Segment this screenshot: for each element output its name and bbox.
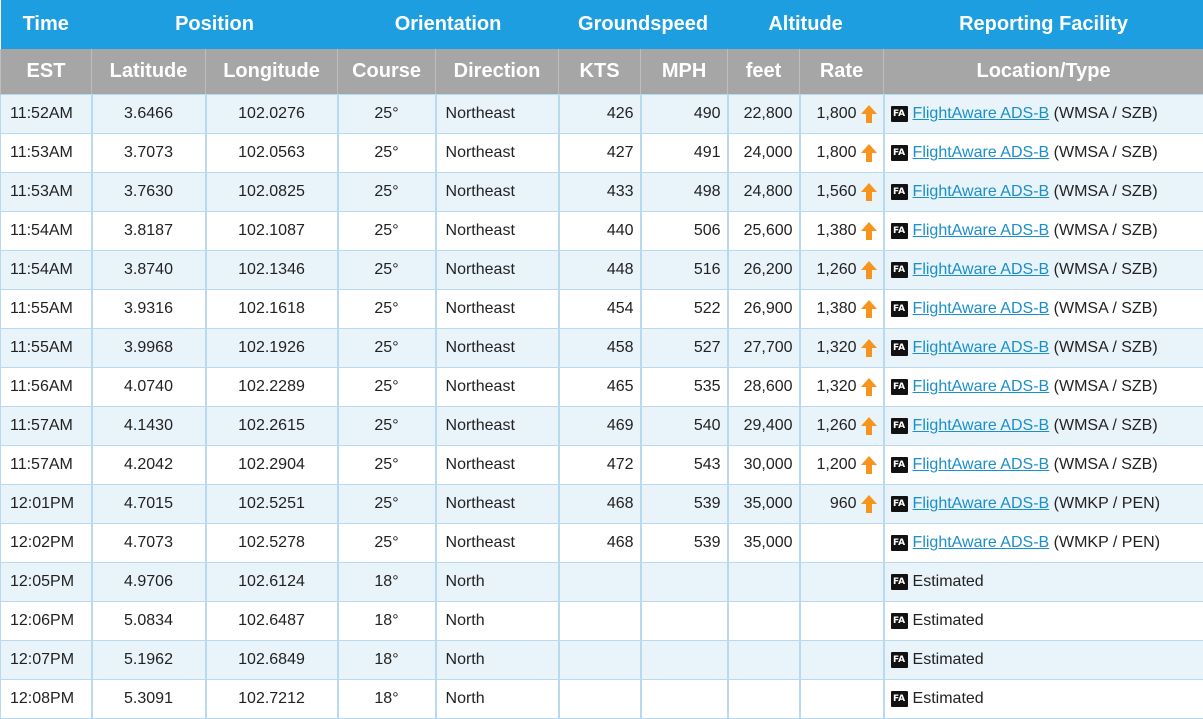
group-reporting-facility: Reporting Facility <box>884 0 1203 49</box>
mph-cell: 522 <box>641 290 728 329</box>
time-cell: 11:53AM <box>1 134 92 173</box>
facility-code: (WMSA / SZB) <box>1049 300 1157 317</box>
course-cell: 25° <box>338 134 436 173</box>
direction-cell: North <box>436 641 559 680</box>
climb-rate-cell <box>800 368 884 407</box>
altitude-feet-cell: 22,800 <box>728 95 800 134</box>
reporting-facility-cell <box>884 329 1203 368</box>
col-direction: Direction <box>436 49 559 95</box>
longitude-cell: 102.1087 <box>206 212 338 251</box>
altitude-feet-cell <box>728 563 800 602</box>
time-cell: 11:55AM <box>1 290 92 329</box>
table-row <box>1 407 1203 446</box>
group-time: Time <box>1 0 92 49</box>
time-cell: 11:54AM <box>1 251 92 290</box>
kts-cell: 465 <box>559 368 641 407</box>
flightaware-logo-icon: FA <box>891 574 908 590</box>
table-row <box>1 446 1203 485</box>
climb-rate-cell <box>800 563 884 602</box>
direction-cell: Northeast <box>436 329 559 368</box>
climb-rate-value: 1,800 <box>817 144 857 162</box>
mph-cell <box>641 641 728 680</box>
longitude-cell: 102.0825 <box>206 173 338 212</box>
mph-cell: 527 <box>641 329 728 368</box>
flightaware-logo-icon: FA <box>891 184 908 200</box>
time-cell: 12:06PM <box>1 602 92 641</box>
reporting-facility-cell <box>884 485 1203 524</box>
longitude-cell: 102.7212 <box>206 680 338 719</box>
climb-rate-cell <box>800 95 884 134</box>
arrow-up-icon <box>859 455 879 475</box>
direction-cell: Northeast <box>436 524 559 563</box>
kts-cell: 427 <box>559 134 641 173</box>
kts-cell: 468 <box>559 485 641 524</box>
column-header-row <box>1 49 1203 95</box>
climb-rate-cell <box>800 641 884 680</box>
flightaware-logo-icon: FA <box>891 691 908 707</box>
climb-rate-cell <box>800 173 884 212</box>
altitude-feet-cell: 35,000 <box>728 485 800 524</box>
latitude-cell: 3.7073 <box>92 134 206 173</box>
time-cell: 12:02PM <box>1 524 92 563</box>
longitude-cell: 102.6124 <box>206 563 338 602</box>
source-link[interactable]: FlightAware ADS-B <box>913 534 1050 551</box>
facility-code: Estimated <box>913 612 984 629</box>
longitude-cell: 102.1926 <box>206 329 338 368</box>
altitude-feet-cell: 24,000 <box>728 134 800 173</box>
climb-rate-value: 1,320 <box>817 378 857 396</box>
climb-rate-value: 1,380 <box>817 300 857 318</box>
table-row <box>1 95 1203 134</box>
kts-cell: 454 <box>559 290 641 329</box>
table-row <box>1 485 1203 524</box>
altitude-feet-cell: 29,400 <box>728 407 800 446</box>
table-body <box>1 95 1203 719</box>
altitude-feet-cell: 26,200 <box>728 251 800 290</box>
facility-code: (WMSA / SZB) <box>1049 261 1157 278</box>
longitude-cell: 102.6849 <box>206 641 338 680</box>
time-cell: 11:53AM <box>1 173 92 212</box>
flightaware-logo-icon: FA <box>891 301 908 317</box>
latitude-cell: 5.3091 <box>92 680 206 719</box>
climb-rate-value: 1,380 <box>817 222 857 240</box>
arrow-up-icon <box>859 104 879 124</box>
direction-cell: North <box>436 602 559 641</box>
altitude-feet-cell: 35,000 <box>728 524 800 563</box>
course-cell: 25° <box>338 95 436 134</box>
group-orientation: Orientation <box>338 0 559 49</box>
time-cell: 12:08PM <box>1 680 92 719</box>
time-cell: 11:57AM <box>1 407 92 446</box>
reporting-facility-cell <box>884 524 1203 563</box>
reporting-facility-cell <box>884 563 1203 602</box>
col-est: EST <box>1 49 92 95</box>
source-link[interactable]: FlightAware ADS-B <box>913 378 1050 395</box>
facility-code: (WMSA / SZB) <box>1049 456 1157 473</box>
col-course: Course <box>338 49 436 95</box>
reporting-facility-cell <box>884 446 1203 485</box>
course-cell: 25° <box>338 329 436 368</box>
time-cell: 11:55AM <box>1 329 92 368</box>
source-link[interactable]: FlightAware ADS-B <box>913 456 1050 473</box>
kts-cell <box>559 602 641 641</box>
reporting-facility-cell <box>884 95 1203 134</box>
climb-rate-cell <box>800 212 884 251</box>
latitude-cell: 3.8740 <box>92 251 206 290</box>
latitude-cell: 4.0740 <box>92 368 206 407</box>
mph-cell: 498 <box>641 173 728 212</box>
altitude-feet-cell: 27,700 <box>728 329 800 368</box>
source-link[interactable]: FlightAware ADS-B <box>913 183 1050 200</box>
kts-cell: 458 <box>559 329 641 368</box>
altitude-feet-cell <box>728 602 800 641</box>
flightaware-logo-icon: FA <box>891 262 908 278</box>
flightaware-logo-icon: FA <box>891 223 908 239</box>
flightaware-logo-icon: FA <box>891 340 908 356</box>
kts-cell: 472 <box>559 446 641 485</box>
arrow-up-icon <box>859 494 879 514</box>
facility-code: (WMKP / PEN) <box>1049 495 1160 512</box>
table-row <box>1 212 1203 251</box>
longitude-cell: 102.5251 <box>206 485 338 524</box>
col-feet: feet <box>728 49 800 95</box>
mph-cell: 540 <box>641 407 728 446</box>
latitude-cell: 4.9706 <box>92 563 206 602</box>
mph-cell: 535 <box>641 368 728 407</box>
source-link[interactable]: FlightAware ADS-B <box>913 105 1050 122</box>
source-link[interactable]: FlightAware ADS-B <box>913 300 1050 317</box>
facility-code: Estimated <box>913 651 984 668</box>
flightaware-logo-icon: FA <box>891 106 908 122</box>
mph-cell: 491 <box>641 134 728 173</box>
arrow-up-icon <box>859 299 879 319</box>
longitude-cell: 102.2615 <box>206 407 338 446</box>
longitude-cell: 102.5278 <box>206 524 338 563</box>
longitude-cell: 102.0276 <box>206 95 338 134</box>
direction-cell: Northeast <box>436 134 559 173</box>
facility-code: (WMKP / PEN) <box>1049 534 1160 551</box>
direction-cell: Northeast <box>436 95 559 134</box>
flightaware-logo-icon: FA <box>891 457 908 473</box>
facility-code: (WMSA / SZB) <box>1049 105 1157 122</box>
group-groundspeed: Groundspeed <box>559 0 728 49</box>
flightaware-logo-icon: FA <box>891 613 908 629</box>
table-row <box>1 134 1203 173</box>
table-row <box>1 251 1203 290</box>
altitude-feet-cell <box>728 641 800 680</box>
course-cell: 25° <box>338 251 436 290</box>
flightaware-logo-icon: FA <box>891 379 908 395</box>
climb-rate-cell <box>800 290 884 329</box>
latitude-cell: 4.7073 <box>92 524 206 563</box>
altitude-feet-cell: 30,000 <box>728 446 800 485</box>
reporting-facility-cell <box>884 368 1203 407</box>
table-row <box>1 290 1203 329</box>
course-cell: 25° <box>338 524 436 563</box>
latitude-cell: 5.1962 <box>92 641 206 680</box>
longitude-cell: 102.6487 <box>206 602 338 641</box>
table-row <box>1 641 1203 680</box>
facility-code: Estimated <box>913 573 984 590</box>
mph-cell: 506 <box>641 212 728 251</box>
kts-cell: 426 <box>559 95 641 134</box>
direction-cell: North <box>436 680 559 719</box>
source-link[interactable]: FlightAware ADS-B <box>913 417 1050 434</box>
mph-cell: 543 <box>641 446 728 485</box>
time-cell: 12:05PM <box>1 563 92 602</box>
reporting-facility-cell <box>884 602 1203 641</box>
arrow-up-icon <box>859 143 879 163</box>
kts-cell <box>559 641 641 680</box>
climb-rate-value: 1,320 <box>817 339 857 357</box>
climb-rate-value: 960 <box>830 495 857 513</box>
time-cell: 12:01PM <box>1 485 92 524</box>
time-cell: 11:57AM <box>1 446 92 485</box>
reporting-facility-cell <box>884 173 1203 212</box>
kts-cell: 448 <box>559 251 641 290</box>
col-longitude: Longitude <box>206 49 338 95</box>
time-cell: 12:07PM <box>1 641 92 680</box>
climb-rate-cell <box>800 329 884 368</box>
direction-cell: Northeast <box>436 212 559 251</box>
col-mph: MPH <box>641 49 728 95</box>
source-link[interactable]: FlightAware ADS-B <box>913 261 1050 278</box>
direction-cell: Northeast <box>436 368 559 407</box>
direction-cell: Northeast <box>436 251 559 290</box>
col-location-type: Location/Type <box>884 49 1203 95</box>
climb-rate-cell <box>800 680 884 719</box>
longitude-cell: 102.2904 <box>206 446 338 485</box>
course-cell: 25° <box>338 485 436 524</box>
group-position: Position <box>92 0 338 49</box>
altitude-feet-cell: 25,600 <box>728 212 800 251</box>
kts-cell: 433 <box>559 173 641 212</box>
latitude-cell: 4.2042 <box>92 446 206 485</box>
facility-code: (WMSA / SZB) <box>1049 144 1157 161</box>
altitude-feet-cell: 26,900 <box>728 290 800 329</box>
longitude-cell: 102.0563 <box>206 134 338 173</box>
course-cell: 18° <box>338 641 436 680</box>
latitude-cell: 4.7015 <box>92 485 206 524</box>
table-row <box>1 602 1203 641</box>
climb-rate-value: 1,800 <box>817 105 857 123</box>
direction-cell: Northeast <box>436 485 559 524</box>
time-cell: 11:56AM <box>1 368 92 407</box>
time-cell: 11:54AM <box>1 212 92 251</box>
reporting-facility-cell <box>884 251 1203 290</box>
source-link[interactable]: FlightAware ADS-B <box>913 339 1050 356</box>
flightaware-logo-icon: FA <box>891 418 908 434</box>
mph-cell: 539 <box>641 524 728 563</box>
latitude-cell: 3.7630 <box>92 173 206 212</box>
mph-cell: 539 <box>641 485 728 524</box>
facility-code: (WMSA / SZB) <box>1049 222 1157 239</box>
facility-code: (WMSA / SZB) <box>1049 183 1157 200</box>
group-altitude: Altitude <box>728 0 884 49</box>
course-cell: 25° <box>338 212 436 251</box>
source-link[interactable]: FlightAware ADS-B <box>913 495 1050 512</box>
latitude-cell: 3.6466 <box>92 95 206 134</box>
table-row <box>1 329 1203 368</box>
mph-cell <box>641 602 728 641</box>
facility-code: Estimated <box>913 690 984 707</box>
latitude-cell: 3.9316 <box>92 290 206 329</box>
climb-rate-value: 1,200 <box>817 456 857 474</box>
climb-rate-cell <box>800 407 884 446</box>
direction-cell: North <box>436 563 559 602</box>
mph-cell <box>641 563 728 602</box>
kts-cell <box>559 680 641 719</box>
table-row <box>1 368 1203 407</box>
climb-rate-cell <box>800 602 884 641</box>
group-header-row <box>1 0 1203 49</box>
course-cell: 25° <box>338 290 436 329</box>
course-cell: 18° <box>338 563 436 602</box>
mph-cell: 490 <box>641 95 728 134</box>
facility-code: (WMSA / SZB) <box>1049 339 1157 356</box>
kts-cell <box>559 563 641 602</box>
facility-code: (WMSA / SZB) <box>1049 378 1157 395</box>
mph-cell <box>641 680 728 719</box>
arrow-up-icon <box>859 416 879 436</box>
flightaware-logo-icon: FA <box>891 652 908 668</box>
table-row <box>1 173 1203 212</box>
climb-rate-cell <box>800 251 884 290</box>
direction-cell: Northeast <box>436 290 559 329</box>
climb-rate-cell <box>800 485 884 524</box>
table-row <box>1 563 1203 602</box>
kts-cell: 468 <box>559 524 641 563</box>
col-kts: KTS <box>559 49 641 95</box>
altitude-feet-cell <box>728 680 800 719</box>
arrow-up-icon <box>859 221 879 241</box>
climb-rate-cell <box>800 134 884 173</box>
source-link[interactable]: FlightAware ADS-B <box>913 222 1050 239</box>
reporting-facility-cell <box>884 134 1203 173</box>
direction-cell: Northeast <box>436 173 559 212</box>
climb-rate-value: 1,260 <box>817 417 857 435</box>
reporting-facility-cell <box>884 212 1203 251</box>
facility-code: (WMSA / SZB) <box>1049 417 1157 434</box>
table-row <box>1 680 1203 719</box>
col-latitude: Latitude <box>92 49 206 95</box>
longitude-cell: 102.1346 <box>206 251 338 290</box>
kts-cell: 440 <box>559 212 641 251</box>
climb-rate-cell <box>800 446 884 485</box>
arrow-up-icon <box>859 338 879 358</box>
climb-rate-cell <box>800 524 884 563</box>
course-cell: 18° <box>338 680 436 719</box>
arrow-up-icon <box>859 260 879 280</box>
flightaware-logo-icon: FA <box>891 145 908 161</box>
reporting-facility-cell <box>884 290 1203 329</box>
course-cell: 25° <box>338 407 436 446</box>
flightaware-logo-icon: FA <box>891 496 908 512</box>
arrow-up-icon <box>859 182 879 202</box>
flightaware-logo-icon: FA <box>891 535 908 551</box>
col-rate: Rate <box>800 49 884 95</box>
longitude-cell: 102.1618 <box>206 290 338 329</box>
kts-cell: 469 <box>559 407 641 446</box>
course-cell: 25° <box>338 368 436 407</box>
course-cell: 18° <box>338 602 436 641</box>
source-link[interactable]: FlightAware ADS-B <box>913 144 1050 161</box>
direction-cell: Northeast <box>436 446 559 485</box>
altitude-feet-cell: 24,800 <box>728 173 800 212</box>
reporting-facility-cell <box>884 407 1203 446</box>
direction-cell: Northeast <box>436 407 559 446</box>
course-cell: 25° <box>338 446 436 485</box>
arrow-up-icon <box>859 377 879 397</box>
reporting-facility-cell <box>884 680 1203 719</box>
latitude-cell: 3.8187 <box>92 212 206 251</box>
climb-rate-value: 1,560 <box>817 183 857 201</box>
reporting-facility-cell <box>884 641 1203 680</box>
table-row <box>1 524 1203 563</box>
climb-rate-value: 1,260 <box>817 261 857 279</box>
latitude-cell: 3.9968 <box>92 329 206 368</box>
time-cell: 11:52AM <box>1 95 92 134</box>
latitude-cell: 4.1430 <box>92 407 206 446</box>
longitude-cell: 102.2289 <box>206 368 338 407</box>
mph-cell: 516 <box>641 251 728 290</box>
latitude-cell: 5.0834 <box>92 602 206 641</box>
altitude-feet-cell: 28,600 <box>728 368 800 407</box>
course-cell: 25° <box>338 173 436 212</box>
